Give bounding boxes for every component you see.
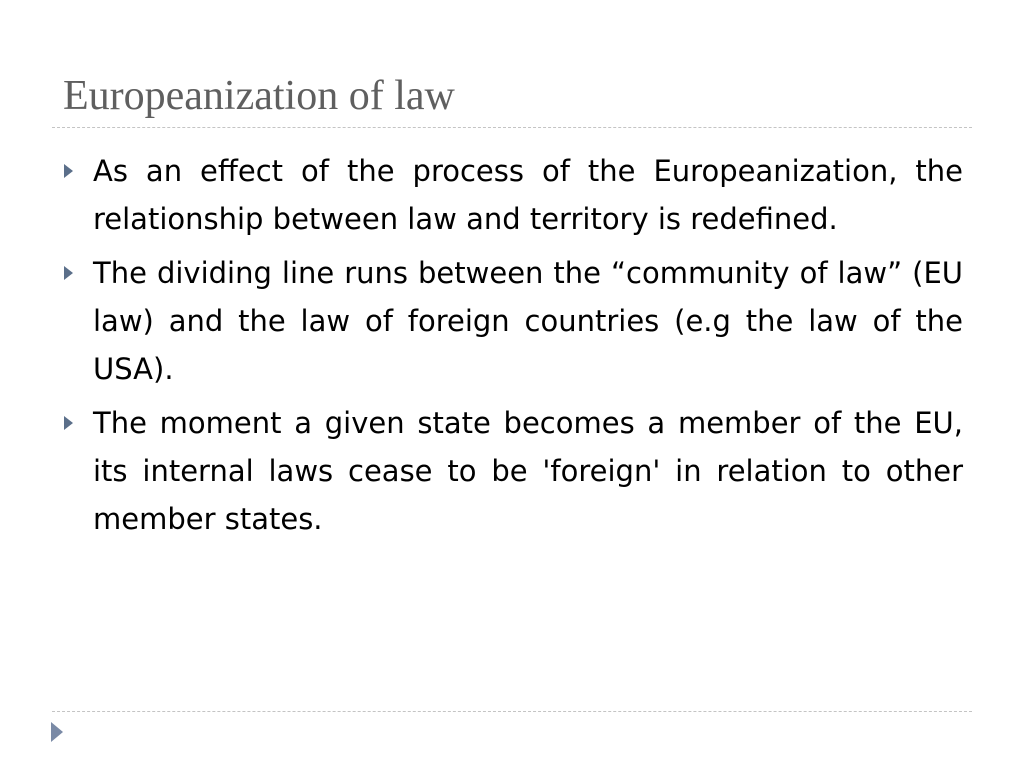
triangle-right-icon <box>64 164 73 178</box>
triangle-right-icon <box>64 416 73 430</box>
bullet-item <box>58 147 963 243</box>
bullet-text: The dividing line runs between the “community of law” (EU law) and the law of foreign countries (e.g the law of the USA). <box>93 256 963 386</box>
footer-divider <box>52 711 972 712</box>
bullet-text: The moment a given state becomes a member of the EU, its internal laws cease to be 'foreign' in relation to other member states. <box>93 406 963 536</box>
bullet-item <box>58 399 963 543</box>
title-divider <box>52 127 972 128</box>
triangle-right-icon <box>64 266 73 280</box>
slide-title: Europeanization of law <box>63 73 455 119</box>
bullet-item <box>58 249 963 393</box>
bullet-list <box>58 147 963 549</box>
footer-triangle-icon <box>51 722 63 742</box>
bullet-text: As an effect of the process of the Europeanization, the relationship between law and territory is redefined. <box>93 154 963 236</box>
